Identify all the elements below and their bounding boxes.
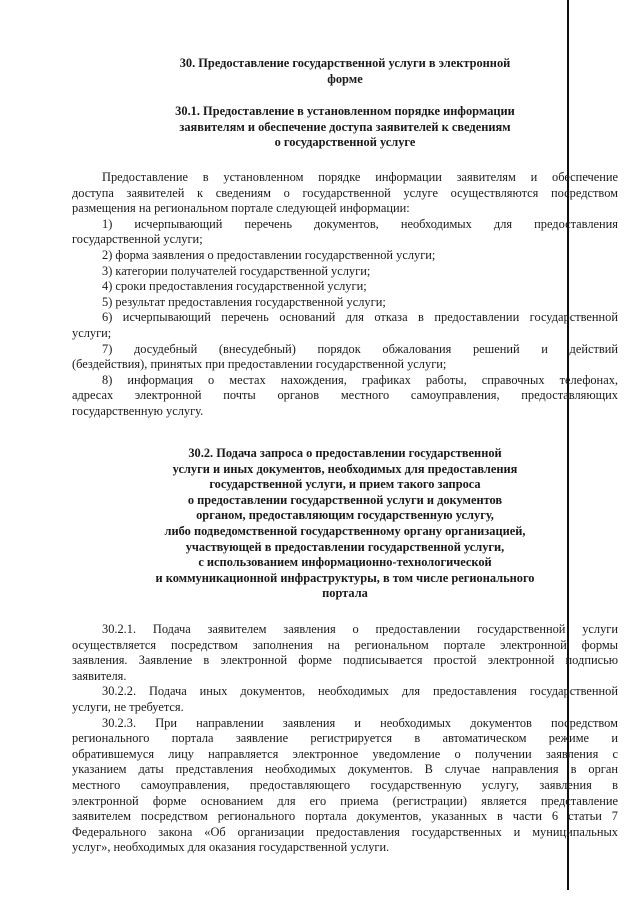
body-line: электронной форме основанием для его приема (регистрации) является представление xyxy=(72,793,618,808)
body-line: 6) исчерпывающий перечень оснований для отказа в предоставлении государственной xyxy=(102,310,618,325)
body-line: 8) информация о местах нахождения, графиках работы, справочных телефонах, xyxy=(102,372,618,387)
body-line: адресах электронной почты органов местного самоуправления, предоставляющих xyxy=(72,388,618,403)
body-line: услуг», необходимых для оказания государственной услуги. xyxy=(72,840,390,855)
body-line: обратившемуся лицу направляется электронное уведомление о получении заявления с xyxy=(72,746,618,761)
heading-line: заявителям и обеспечение доступа заявителей к сведениям xyxy=(179,119,511,134)
section-30-2-title xyxy=(72,446,618,602)
heading-line: 30.1. Предоставление в установленном порядке информации xyxy=(175,104,515,118)
body-line: 2) форма заявления о предоставлении государственной услуги; xyxy=(102,247,436,262)
body-line: указанием даты представления необходимых документов. В случае направления в орган xyxy=(72,762,618,777)
body-line: осуществляется посредством заполнения на региональном портале электронной формы xyxy=(72,637,618,652)
body-line: доступа заявителей к сведениям о государственной услуге осуществляются посредством xyxy=(72,185,618,200)
body-line: государственной услуги; xyxy=(72,232,203,247)
section-30-1-title xyxy=(72,104,618,151)
section-30-2-body xyxy=(72,622,618,856)
body-line: 3) категории получателей государственной услуги; xyxy=(102,263,371,278)
body-line: 30.2.1. Подача заявителем заявления о предоставлении государственной услуги xyxy=(102,622,618,636)
heading-line: 30.2. Подача запроса о предоставлении государственной xyxy=(188,446,502,460)
body-line: 30.2.3. При направлении заявления и необходимых документов посредством xyxy=(102,715,618,730)
heading-line: участвующей в предоставлении государственной услуги, xyxy=(185,539,505,554)
heading-line: форме xyxy=(327,71,363,86)
section-30-1-body xyxy=(72,170,618,420)
body-line: 4) сроки предоставления государственной услуги; xyxy=(102,279,367,294)
heading-line: 30. Предоставление государственной услуги в электронной xyxy=(179,56,511,70)
body-line: 1) исчерпывающий перечень документов, необходимых для предоставления xyxy=(102,216,618,231)
heading-line: услуги и иных документов, необходимых для предоставления xyxy=(172,461,518,476)
section-30-title xyxy=(72,56,618,87)
heading-line: портала xyxy=(322,586,368,601)
body-line: заявления. Заявление в электронной форме подписывается простой электронной подписью xyxy=(72,653,618,668)
heading-line: о предоставлении государственной услуги и документов xyxy=(187,492,503,507)
body-line: (бездействия), принятых при предоставлении государственной услуги; xyxy=(72,357,447,372)
body-line: заявителя. xyxy=(72,668,127,683)
body-line: заявителем посредством регионального портала документов, указанных в части 6 статьи 7 xyxy=(72,809,618,824)
body-line: 7) досудебный (внесудебный) порядок обжалования решений и действий xyxy=(102,341,618,356)
heading-line: органом, предоставляющим государственную услугу, xyxy=(196,508,494,523)
heading-line: с использованием информационно-технологической xyxy=(198,555,492,570)
body-line: 30.2.2. Подача иных документов, необходимых для предоставления государственной xyxy=(102,684,618,699)
body-line: государственную услугу. xyxy=(72,403,204,418)
heading-line: государственной услуги, и прием такого запроса xyxy=(209,477,481,492)
body-line: регионального портала заявление регистрируется в автоматическом режиме и xyxy=(72,731,618,746)
heading-line: либо подведомственной государственному органу организацией, xyxy=(164,523,526,538)
body-line: услуги, не требуется. xyxy=(72,699,184,714)
body-line: Федерального закона «Об организации предоставления государственных и муниципальных xyxy=(72,824,618,839)
heading-line: и коммуникационной инфраструктуры, в том числе регионального xyxy=(155,570,535,585)
body-line: местного самоуправления, предоставляющего государственную услугу, заявления в xyxy=(72,777,618,792)
body-line: Предоставление в установленном порядке информации заявителям и обеспечение xyxy=(102,170,618,184)
body-line: услуги; xyxy=(72,325,112,340)
body-line: размещения на региональном портале следующей информации: xyxy=(72,201,410,216)
heading-line: о государственной услуге xyxy=(274,135,416,150)
body-line: 5) результат предоставления государственной услуги; xyxy=(102,294,386,309)
